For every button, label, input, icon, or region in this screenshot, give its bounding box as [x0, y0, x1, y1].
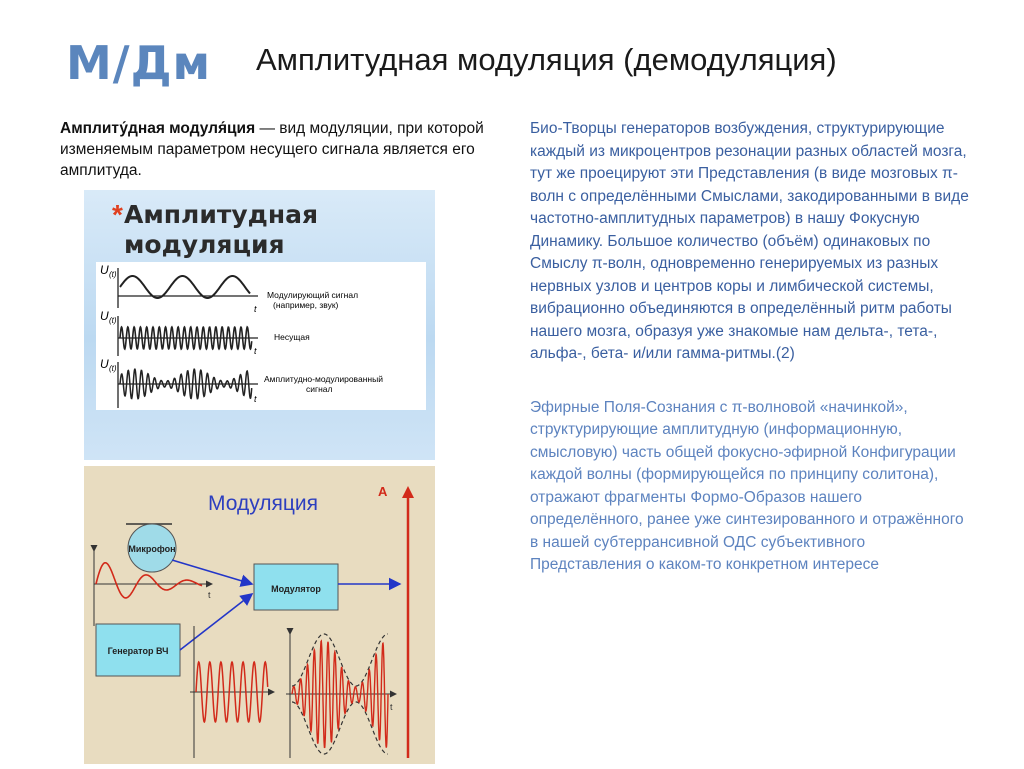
output-arrowhead — [402, 486, 414, 498]
mic-axis-t: t — [208, 590, 211, 600]
label-modulator: Модулятор — [271, 584, 321, 594]
label-modulating-line1: Модулирующий сигнал — [267, 290, 359, 300]
axis-u-sub-2: (t) — [109, 316, 117, 325]
asterisk-icon: * — [112, 199, 123, 230]
axis-t-label-2: t — [254, 346, 257, 356]
right-paragraph-2: Эфирные Поля-Сознания с π-волновой «начинкой», структурирующие амплитудную (информационную, смысловую) часть общей фокусно-эфирной Конфигурации каждой волны (формирующейся по принципу солитона), отражают фрагменты Формо-Образов нашего определённого, ранее уже синтезированного и отражённого в нашей субтеррансивной ОДС субъективного Представления о каком-то конкретном интересе — [530, 398, 964, 573]
axis-u-sub-3: (t) — [109, 364, 117, 373]
right-paragraph-1: Био-Творцы генераторов возбуждения, структурирующие каждый из микроцентров резонации разных областей мозга, тут же проецируют эти Представления (в виде мозговых π-волн с определёнными Смыслами, закодированными в виде частотно-амплитудных параметров) в нашу Фокусную Динамику. Большое количество (объём) одинаковых по Смыслу π-волн, одновременно генерируемых из разных нервных узлов и центров коры и лимбической системы, вибрационно объединяются в определённый ритм работы нашего мозга, образуя уже знакомые нам дельта-, тета-, альфа-, бета- и/или гамма-ритмы.(2) — [530, 120, 969, 362]
modulation-diagram-svg — [84, 466, 435, 764]
right-text-block — [530, 118, 970, 577]
am-figure-title-line2: модуляция — [124, 230, 285, 259]
modulating-wave — [120, 276, 250, 298]
arrow-generator-to-modulator — [180, 594, 252, 650]
label-generator: Генератор ВЧ — [107, 646, 169, 656]
label-modulating-line2: (например, звук) — [273, 300, 339, 310]
axis-u-label-3: U — [100, 357, 109, 371]
label-microphone: Микрофон — [128, 544, 176, 554]
intro-definition-text: — вид модуляции, при которой изменяемым параметром несущего сигнала является его амплитуда. — [60, 120, 484, 179]
intro-term: Амплиту́дная модуля́ция — [60, 120, 256, 137]
page-title: Амплитудная модуляция (демодуляция) — [256, 42, 837, 77]
am-figure-title-line1: Амплитудная — [124, 200, 319, 229]
axis-t-label-3: t — [254, 394, 257, 404]
axis-u-label-1: U — [100, 263, 109, 277]
logo: М/Дм — [66, 36, 212, 90]
am-wave — [120, 369, 252, 399]
axis-t-label-1: t — [254, 304, 257, 314]
am-axis-t: t — [390, 702, 393, 712]
label-carrier: Несущая — [274, 332, 310, 342]
modulation-title: Модуляция — [208, 492, 318, 515]
am-waveform-svg — [96, 262, 426, 410]
axis-u-sub-1: (t) — [109, 270, 117, 279]
am-waveform-panel — [96, 262, 426, 410]
label-am-line2: сигнал — [306, 384, 333, 394]
axis-u-label-2: U — [100, 309, 109, 323]
label-am-line1: Амплитудно-модулированный — [264, 374, 383, 384]
label-a: A — [378, 484, 388, 499]
modulation-diagram — [84, 466, 435, 764]
am-figure-title — [124, 200, 318, 260]
intro-definition — [60, 118, 490, 181]
